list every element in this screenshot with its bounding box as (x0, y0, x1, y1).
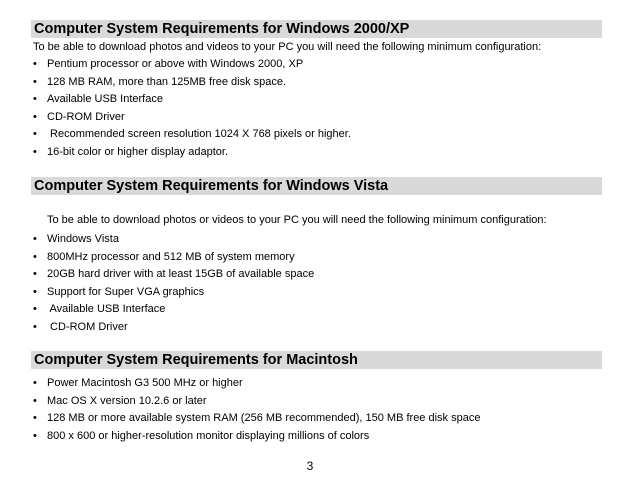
bullet-icon: • (33, 58, 37, 70)
list-item-text: 800 x 600 or higher-resolution monitor displaying millions of colors (47, 429, 370, 442)
list-item-text: 800MHz processor and 512 MB of system memory (47, 250, 295, 263)
bullet-icon: • (33, 394, 37, 407)
page-number: 3 (306, 459, 314, 473)
list-item-text: 128 MB or more available system RAM (256 MB recommended), 150 MB free disk space (47, 412, 481, 424)
bullet-icon: • (33, 412, 37, 424)
list-item-text: 20GB hard driver with at least 15GB of available space (47, 268, 315, 280)
list-item-text: Pentium processor or above with Windows 2000, XP (47, 58, 304, 70)
bullet-icon: • (33, 110, 37, 123)
section-heading-windows-vista: Computer System Requirements for Windows Vista (31, 177, 602, 195)
list-item-text: 128 MB RAM, more than 125MB free disk space. (47, 75, 287, 88)
bullet-icon: • (33, 303, 37, 315)
bullet-icon: • (33, 75, 37, 88)
bullet-icon: • (33, 250, 37, 263)
section-heading-macintosh: Computer System Requirements for Macintosh (31, 351, 602, 369)
list-item-text: CD-ROM Driver (47, 110, 125, 123)
bullet-icon: • (33, 233, 37, 245)
bullet-icon: • (33, 429, 37, 442)
list-item-text: Windows Vista (47, 233, 119, 245)
bullet-icon: • (33, 128, 37, 140)
bullet-icon: • (33, 377, 37, 389)
section-heading-windows-2000-xp: Computer System Requirements for Windows 2000/XP (31, 20, 602, 38)
list-item-text: Power Macintosh G3 500 MHz or higher (47, 377, 243, 389)
bullet-icon: • (33, 285, 37, 298)
list-item-text: CD-ROM Driver (47, 320, 128, 333)
list-item-text: 16-bit color or higher display adaptor. (47, 145, 228, 158)
section-intro-windows-vista: To be able to download photos or videos to your PC you will need the following minimum configuration: (47, 214, 547, 226)
list-item-text: Available USB Interface (47, 303, 166, 315)
bullet-icon: • (33, 145, 37, 158)
bullet-icon: • (33, 320, 37, 333)
list-item-text: Recommended screen resolution 1024 X 768 pixels or higher. (47, 128, 351, 140)
section-intro-windows-2000-xp: To be able to download photos and videos to your PC you will need the following minimum configuration: (33, 41, 542, 53)
bullet-icon: • (33, 93, 37, 105)
list-item-text: Support for Super VGA graphics (47, 285, 205, 298)
bullet-icon: • (33, 268, 37, 280)
list-item-text: Mac OS X version 10.2.6 or later (47, 394, 207, 407)
list-item-text: Available USB Interface (47, 93, 163, 105)
